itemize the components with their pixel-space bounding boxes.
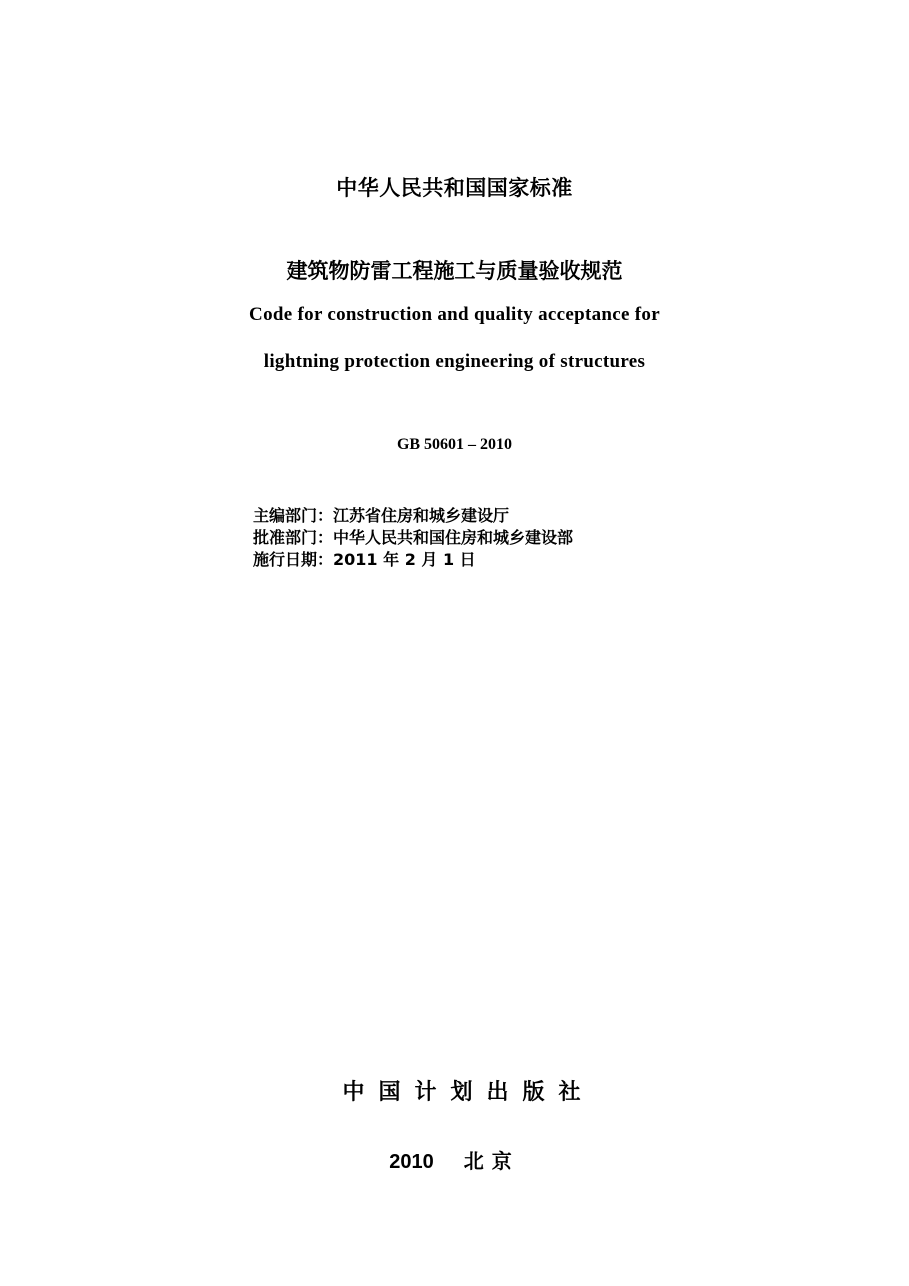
document-title-english-line1: Code for construction and quality acceptance for xyxy=(249,304,660,325)
meta-date-row xyxy=(253,549,573,571)
standard-series: 中华人民共和国国家标准 xyxy=(336,176,573,200)
meta-date-value: 2011 年 2 月 1 日 xyxy=(333,550,476,569)
document-title-chinese: 建筑物防雷工程施工与质量验收规范 xyxy=(286,258,623,283)
meta-editor-row xyxy=(253,505,573,527)
document-title-english-line2: lightning protection engineering of structures xyxy=(263,351,646,372)
publication-year: 2010 xyxy=(389,1151,434,1173)
publication-city: 北京 xyxy=(463,1151,520,1173)
publisher-name: 中国计划出版社 xyxy=(342,1080,595,1105)
meta-approver-label: 批准部门： xyxy=(253,528,334,547)
meta-editor-value: 江苏省住房和城乡建设厅 xyxy=(333,506,510,525)
meta-date-label: 施行日期： xyxy=(253,550,334,569)
meta-approver-value: 中华人民共和国住房和城乡建设部 xyxy=(333,528,574,547)
document-meta xyxy=(253,505,573,571)
meta-approver-row xyxy=(253,527,573,549)
publication-place xyxy=(0,1145,909,1174)
meta-editor-label: 主编部门： xyxy=(253,506,334,525)
standard-code: GB 50601 – 2010 xyxy=(396,436,513,453)
